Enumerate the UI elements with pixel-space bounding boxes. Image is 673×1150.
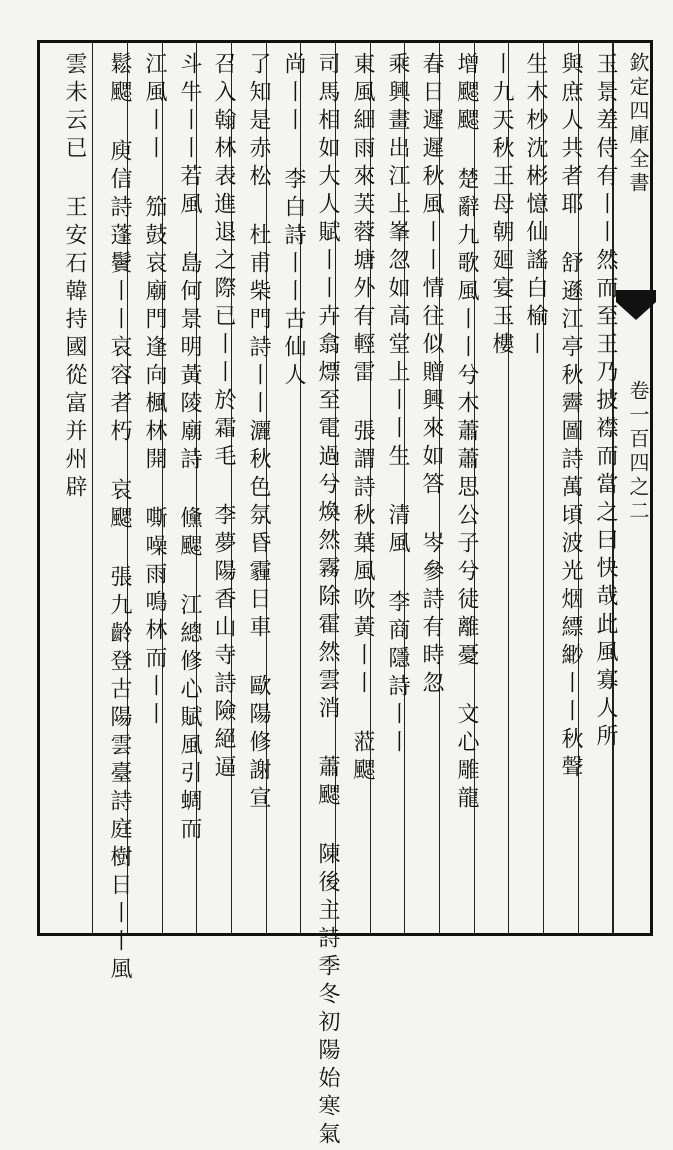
text-column: 玉景差侍有丨丨然而至王乃披襟而當之曰快哉此風寡人所 [593,52,618,752]
text-column: 鬆颸 庾信詩蓬鬢丨丨哀容者朽 哀颸 張九齡登古陽雲臺詩庭樹日丨丨風 [107,52,132,985]
text-column: 召入翰林表進退之際已丨丨於霜毛 李夢陽香山寺詩險絕逼 [211,52,236,783]
text-column: 增颸颸 楚辭九歌風丨丨兮木蕭蕭思公子兮徒離憂 文心雕龍 [454,52,479,814]
text-column: 斗牛丨丨若風 島何景明黃陵廟詩 儵颸 江總修心賦風引蜩而 [177,52,202,845]
text-column: 乘興畫出江上峯忽如高堂上丨丨生 清風 李商隱詩丨丨 [385,52,410,758]
text-column: 雲未云已 王安石韓持國從富并州辟 [62,52,87,503]
text-column: 丨九天秋王母朝廻宴玉樓 [489,52,514,360]
text-column: 了知是赤松 杜甫柴門詩丨丨灑秋色氛昏霾日車 歐陽修謝宣 [246,52,271,814]
text-column: 春日遲遲秋風丨丨情往似贈興來如答 岑參詩有時忽 [419,52,444,699]
text-column: 東風細雨來芙蓉塘外有輕雷 張謂詩秋葉風吹黃丨丨 蒞颸 [350,52,375,786]
text-column: 與庶人共者耶 舒遜江亭秋霽圖詩萬頃波光烟縹緲丨丨秋聲 [558,52,583,783]
margin-book-title: 欽定四庫全書 [626,52,650,196]
margin-volume: 卷一百四之二 [626,380,650,524]
text-column: 生木杪沈彬憶仙謠白榆丨 [523,52,548,360]
text-column: 尚丨丨 李白詩丨丨古仙人 [281,52,306,391]
text-column: 江風丨丨 笳鼓哀廟門逢向楓林開 嘶噪雨鳴林而丨丨 [142,52,167,730]
text-column: 司馬相如大人賦丨丨卉翕熛至電過兮煥然霧除霍然雲消 蕭颸 陳後主詩季冬初陽始寒氣 [315,52,340,1150]
